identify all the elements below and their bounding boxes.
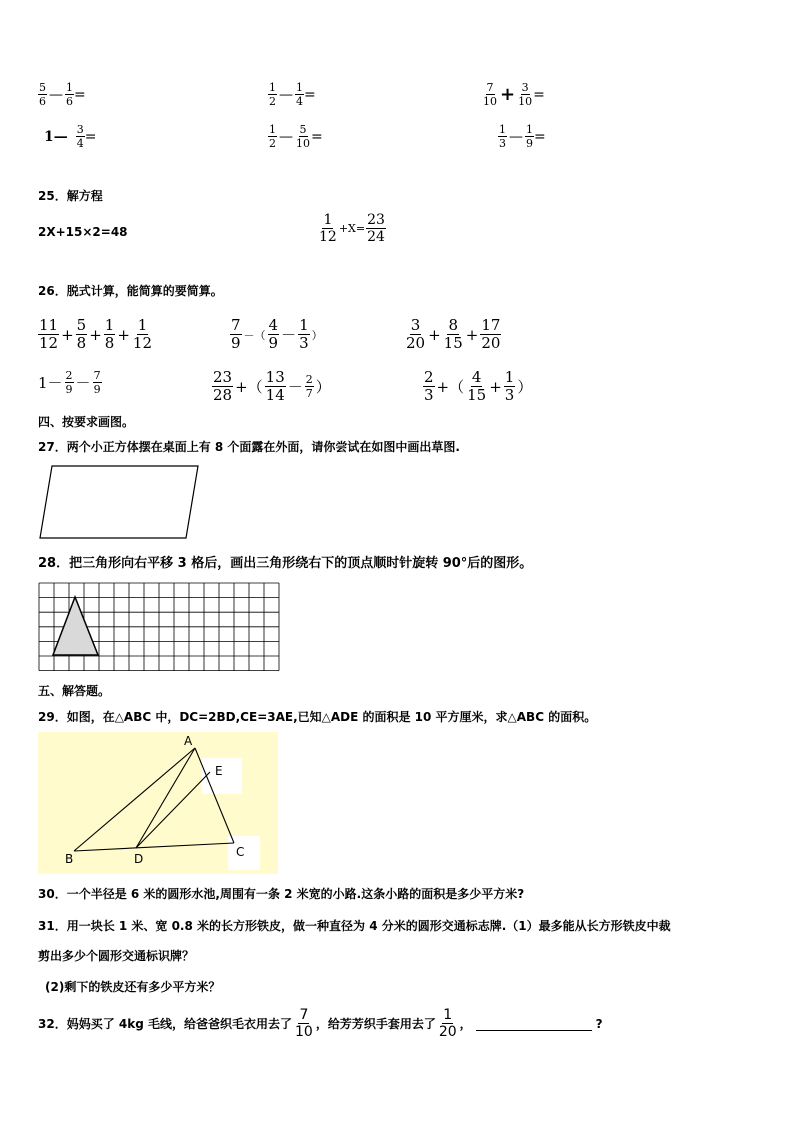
- fraction: $\frac{4}{15}$: [467, 368, 487, 404]
- calc-26-5: $\frac{23}{28}$ +（ $\frac{13}{14}$ － $\frac{2}{7}$ ）: [213, 368, 331, 404]
- fraction: $\frac{13}{14}$: [265, 368, 285, 404]
- equation-1: 2X+15×2=48: [38, 225, 128, 239]
- question-29: 29．如图，在△ABC 中，DC=2BD,CE=3AE,已知△ADE 的面积是 10 平方厘米，求△ABC 的面积。: [38, 710, 597, 724]
- label-d: D: [134, 852, 144, 866]
- fraction: $\frac{7}{10}$: [294, 1007, 313, 1040]
- calc-26-3: $\frac{3}{20}$ + $\frac{8}{15}$ + $\frac{17}{20}$: [406, 316, 501, 352]
- fraction: $\frac{2}{9}$: [65, 369, 73, 396]
- question-30: 30．一个半径是 6 米的圆形水池,周围有一条 2 米宽的小路.这条小路的面积是多少平方米?: [38, 887, 525, 901]
- equation-2: $\frac{1}{12}$ +X= $\frac{23}{24}$: [319, 212, 385, 245]
- calc-26-1: $\frac{11}{12}$ + $\frac{5}{8}$ + $\frac{1}{8}$ + $\frac{1}{12}$: [39, 316, 153, 352]
- question-31-line2: 剪出多少个圆形交通标识牌？: [38, 949, 195, 963]
- fraction: $\frac{3}{20}$: [406, 316, 426, 352]
- question-26-title: 26．脱式计算，能简算的要简算。: [38, 284, 223, 298]
- fraction: $\frac{23}{28}$: [213, 368, 233, 404]
- fraction: $\frac{17}{20}$: [481, 316, 501, 352]
- question-27: 27．两个小正方体摆在桌面上有 8 个面露在外面，请你尝试在如图中画出草图.: [38, 440, 460, 454]
- fraction: $\frac{3}{10}$: [518, 81, 533, 108]
- fraction: $\frac{5}{6}$: [39, 81, 46, 108]
- question-25-title: 25．解方程: [38, 189, 103, 203]
- calc-24-4: 1— $\frac{3}{4}$ =: [44, 123, 97, 150]
- fraction: $\frac{5}{8}$: [76, 316, 87, 352]
- question-32: 32．妈妈买了 4kg 毛线，给爸爸织毛衣用去了 $\frac{7}{10}$ ，给芳芳织手套用去了 $\frac{1}{20}$ ， ?: [38, 1007, 603, 1040]
- label-e: E: [215, 764, 223, 778]
- calc-26-2: $\frac{7}{9}$ －（ $\frac{4}{9}$ － $\frac{1}{3}$ ）: [231, 316, 323, 352]
- calc-24-2: $\frac{1}{2}$ — $\frac{1}{4}$ =: [269, 81, 316, 108]
- fraction: $\frac{1}{12}$: [319, 212, 337, 245]
- answer-blank[interactable]: [476, 1016, 592, 1031]
- question-28: 28．把三角形向右平移 3 格后，画出三角形绕右下的顶点顺时针旋转 90°后的图形。: [38, 556, 533, 571]
- calc-24-6: $\frac{1}{3}$ — $\frac{1}{9}$ =: [499, 123, 546, 150]
- fraction: $\frac{5}{10}$: [296, 123, 310, 150]
- section-5-heading: 五、解答题。: [38, 684, 111, 698]
- fraction: $\frac{2}{7}$: [305, 373, 313, 400]
- fraction: $\frac{1}{9}$: [526, 123, 533, 150]
- label-b: B: [65, 852, 74, 866]
- fraction: $\frac{2}{3}$: [424, 368, 434, 404]
- fraction: $\frac{7}{9}$: [231, 316, 241, 352]
- fraction: $\frac{1}{2}$: [269, 123, 276, 150]
- fraction: $\frac{1}{4}$: [296, 81, 303, 108]
- calc-26-6: $\frac{2}{3}$ +（ $\frac{4}{15}$ + $\frac{1}{3}$ ）: [424, 368, 533, 404]
- fraction: $\frac{1}{3}$: [299, 316, 309, 352]
- question-31-line3: (2)剩下的铁皮还有多少平方米？: [45, 980, 221, 994]
- fraction: $\frac{1}{20}$: [438, 1007, 457, 1040]
- shaded-triangle: [53, 597, 98, 655]
- label-a: A: [184, 734, 193, 748]
- calc-26-4: 1－ $\frac{2}{9}$ － $\frac{7}{9}$: [38, 369, 101, 396]
- fraction: $\frac{8}{15}$: [443, 316, 463, 352]
- triangle-figure: [38, 732, 278, 874]
- fraction: $\frac{1}{8}$: [104, 316, 115, 352]
- fraction: $\frac{11}{12}$: [39, 316, 59, 352]
- fraction: $\frac{23}{24}$: [367, 212, 385, 245]
- fraction: $\frac{3}{4}$: [76, 123, 84, 150]
- fraction: $\frac{4}{9}$: [268, 316, 279, 352]
- section-4-heading: 四、按要求画图。: [38, 415, 135, 429]
- fraction: $\frac{1}{2}$: [269, 81, 276, 108]
- calc-24-5: $\frac{1}{2}$ — $\frac{5}{10}$ =: [269, 123, 323, 150]
- label-c: C: [236, 845, 245, 859]
- calc-24-1: $\frac{5}{6}$ — $\frac{1}{6}$ =: [39, 81, 86, 108]
- parallelogram-figure: [38, 462, 202, 542]
- fraction: $\frac{1}{3}$: [499, 123, 506, 150]
- fraction: $\frac{7}{10}$: [483, 81, 497, 108]
- fraction: $\frac{1}{12}$: [132, 316, 153, 352]
- question-31-line1: 31．用一块长 1 米、宽 0.8 米的长方形铁皮，做一种直径为 4 分米的圆形交通标志牌.（1）最多能从长方形铁皮中裁: [38, 919, 671, 933]
- fraction: $\frac{7}{9}$: [93, 369, 101, 396]
- fraction: $\frac{1}{3}$: [504, 368, 515, 404]
- fraction: $\frac{1}{6}$: [66, 81, 73, 108]
- grid-figure: [38, 582, 280, 672]
- calc-24-3: $\frac{7}{10}$ + $\frac{3}{10}$ =: [483, 81, 545, 108]
